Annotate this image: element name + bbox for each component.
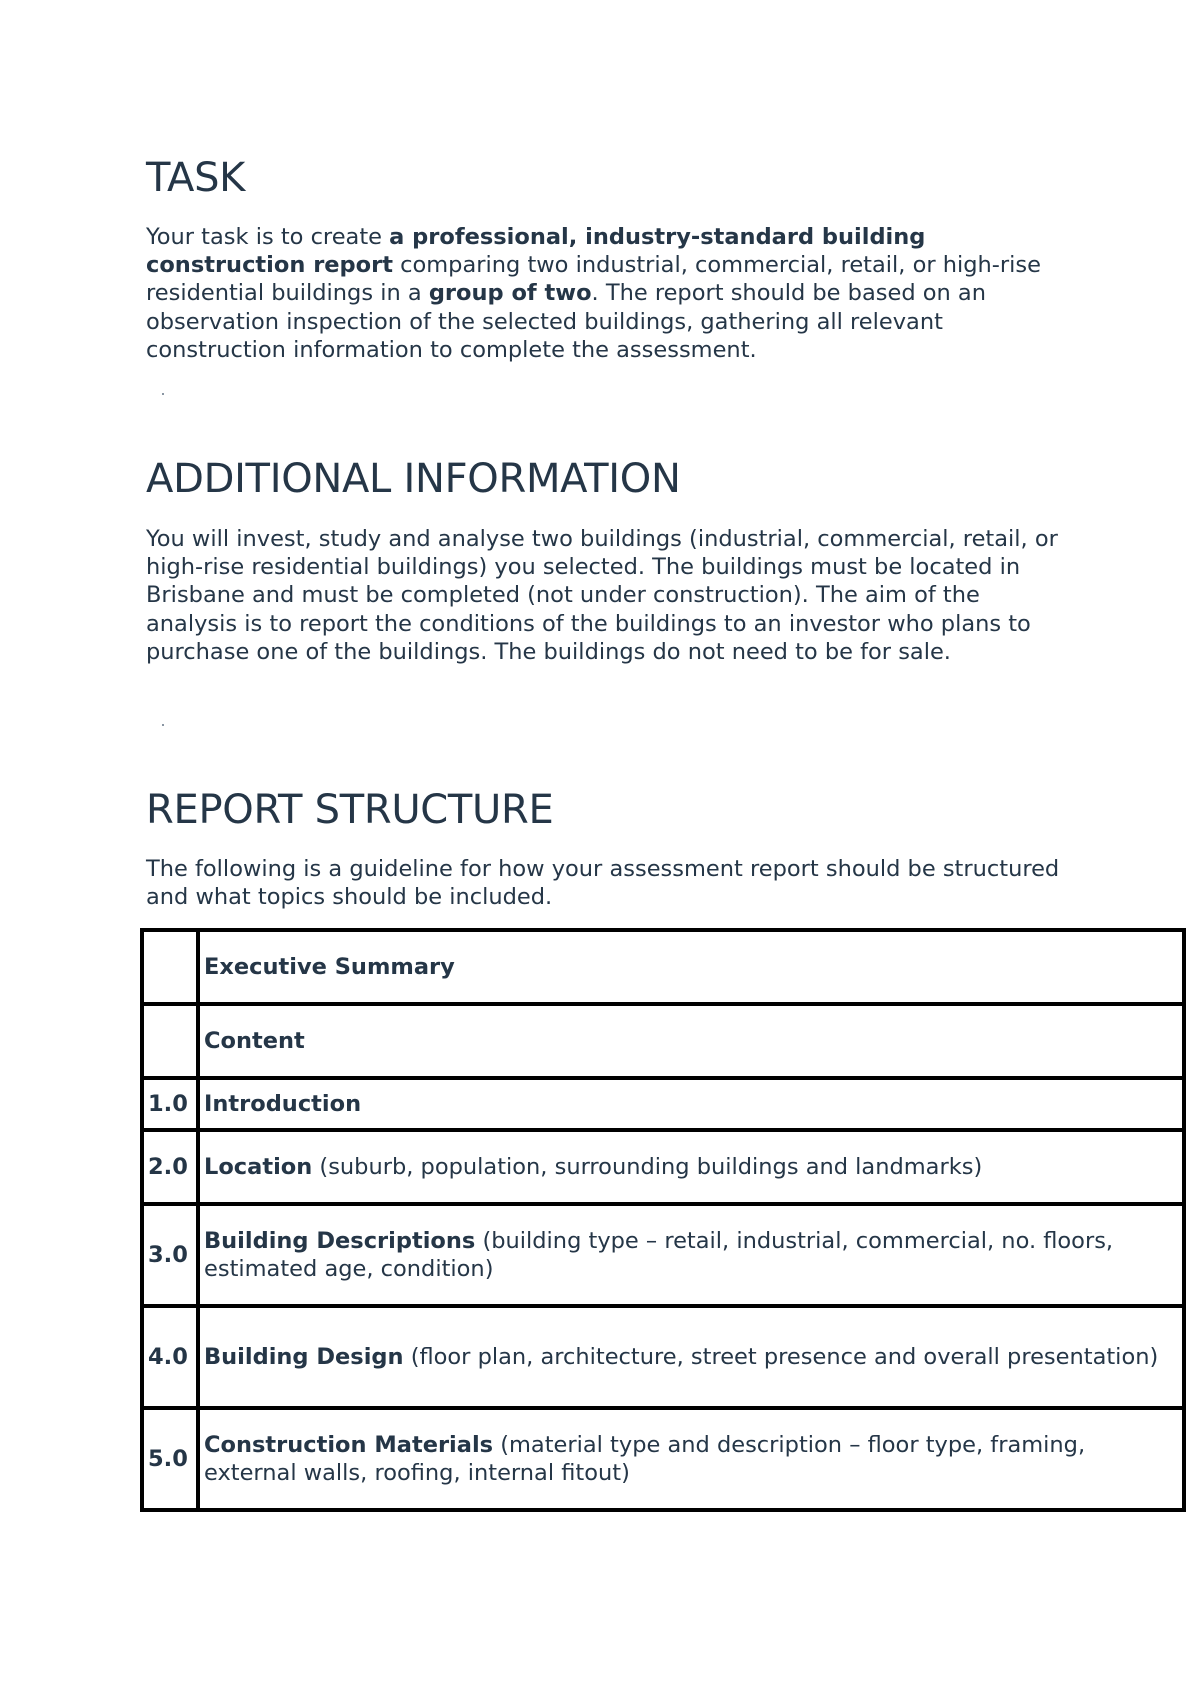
- task-bold-1: a professional, industry-standard building construction report: [146, 224, 926, 279]
- row-content: [198, 1004, 1184, 1078]
- task-text-1: Your task is to create: [146, 224, 390, 250]
- report-structure-intro: The following is a guideline for how your assessment report should be structured and what topics should be included.: [146, 856, 1060, 911]
- row-title: Construction Materials: [204, 1432, 494, 1458]
- row-number: 1.0: [142, 1078, 198, 1130]
- task-bold-2: group of two: [428, 280, 592, 307]
- row-title: Introduction: [204, 1091, 362, 1117]
- row-number: 4.0: [142, 1306, 198, 1408]
- task-text-3: . The report should be based on an observation inspection of the selected buildings, gathering all relevant construction information to complete the assessment.: [146, 280, 986, 363]
- row-title: Building Descriptions: [204, 1228, 476, 1254]
- row-detail: (floor plan, architecture, street presence and overall presentation): [403, 1344, 1159, 1370]
- additional-information-heading: ADDITIONAL INFORMATION: [146, 456, 681, 502]
- paragraph-mark: [162, 724, 164, 726]
- row-detail: (material type and description – floor type, framing, external walls, roofing, internal fitout): [204, 1432, 1086, 1486]
- table-row: [142, 1078, 1184, 1130]
- row-number: [142, 930, 198, 1004]
- row-title: Location: [204, 1154, 313, 1180]
- report-structure-table: [140, 928, 1186, 1512]
- row-content: [198, 1204, 1184, 1306]
- table-row: [142, 1306, 1184, 1408]
- row-content: [198, 1078, 1184, 1130]
- row-title: Content: [204, 1028, 305, 1054]
- row-title: Building Design: [204, 1344, 404, 1370]
- row-detail: (building type – retail, industrial, commercial, no. floors, estimated age, condition): [204, 1228, 1114, 1282]
- table-row: [142, 1408, 1184, 1510]
- task-heading: TASK: [146, 155, 246, 201]
- table-row: [142, 930, 1184, 1004]
- row-content: [198, 1306, 1184, 1408]
- report-structure-heading: REPORT STRUCTURE: [146, 787, 554, 833]
- row-number: [142, 1004, 198, 1078]
- row-content: [198, 930, 1184, 1004]
- additional-information-paragraph: You will invest, study and analyse two buildings (industrial, commercial, retail, or high-rise residential buildings) you selected. The buildings must be located in Brisbane and must be completed (not under construction). The aim of the analysis is to report the conditions of the buildings to an investor who plans to purchase one of the buildings. The buildings do not need to be for sale.: [146, 526, 1058, 665]
- row-content: [198, 1130, 1184, 1204]
- table-row: [142, 1204, 1184, 1306]
- row-number: 3.0: [142, 1204, 198, 1306]
- task-text-2: comparing two industrial, commercial, retail, or high-rise residential buildings in a: [146, 252, 1041, 307]
- task-paragraph: [146, 223, 1076, 364]
- row-detail: (suburb, population, surrounding buildings and landmarks): [312, 1154, 983, 1180]
- paragraph-mark: [162, 393, 164, 395]
- table-row: [142, 1004, 1184, 1078]
- row-number: 5.0: [142, 1408, 198, 1510]
- row-number: 2.0: [142, 1130, 198, 1204]
- table-row: [142, 1130, 1184, 1204]
- row-content: [198, 1408, 1184, 1510]
- row-title: Executive Summary: [204, 954, 455, 980]
